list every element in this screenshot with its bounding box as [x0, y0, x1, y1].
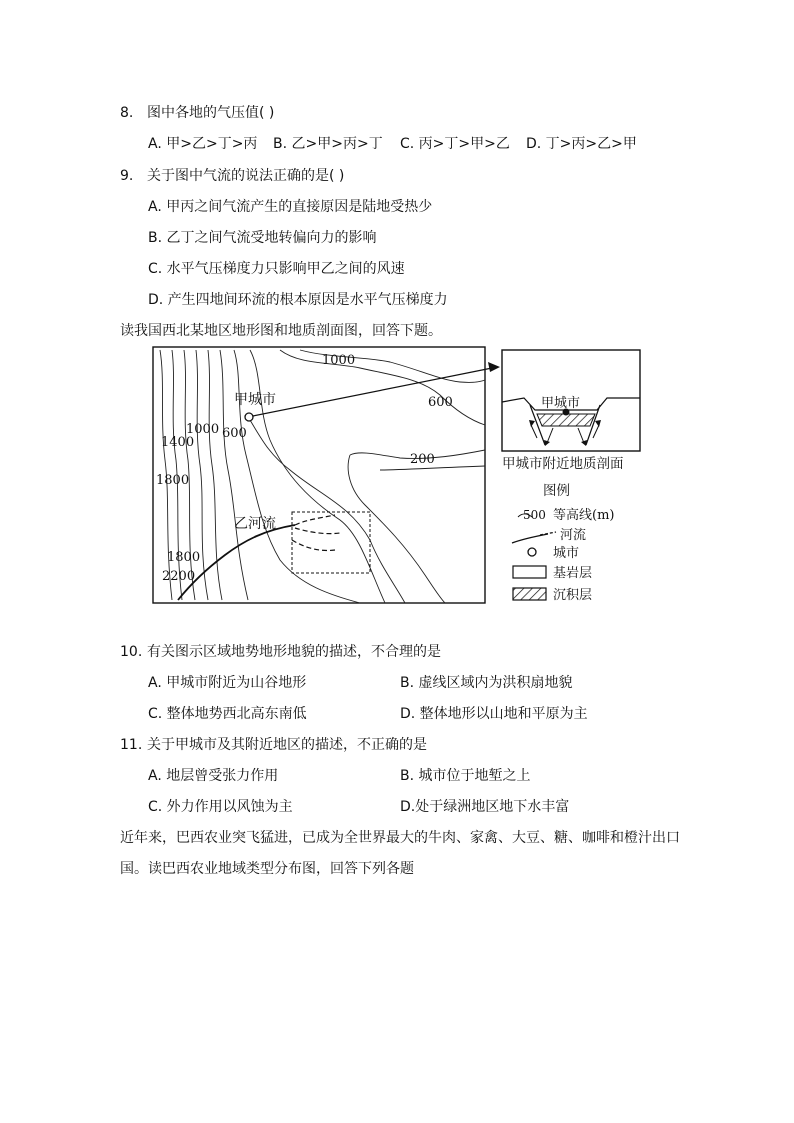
- question-8-number: 8.: [120, 105, 134, 121]
- river-label: 乙河流: [234, 516, 276, 532]
- contour-label-1000-top: 1000: [322, 353, 356, 368]
- legend-city: [528, 546, 579, 561]
- question-10-option-b: B. 虚线区域内为洪积扇地貌: [400, 675, 573, 691]
- question-11-number: 11.: [120, 737, 143, 753]
- question-9-stem: 关于图中气流的说法正确的是( ): [147, 168, 345, 184]
- svg-text:500: 500: [523, 508, 546, 522]
- question-10-stem: 有关图示区域地势地形地貌的描述，不合理的是: [147, 644, 441, 660]
- contour-label-1800-upper: 1800: [156, 473, 190, 488]
- arrow-head: [488, 362, 500, 372]
- question-9-option-d: D. 产生四地间环流的根本原因是水平气压梯度力: [148, 292, 448, 308]
- svg-text:河流: 河流: [560, 528, 587, 543]
- question-9-option-a: A. 甲丙之间气流产生的直接原因是陆地受热少: [148, 199, 433, 215]
- legend-river: [512, 527, 586, 543]
- question-9-option-c: C. 水平气压梯度力只影响甲乙之间的风速: [148, 261, 405, 277]
- question-9-option-b: B. 乙丁之间气流受地转偏向力的影响: [148, 230, 377, 246]
- question-8-option-b: B. 乙>甲>丙>丁: [273, 136, 383, 152]
- question-10-option-d: D. 整体地形以山地和平原为主: [400, 706, 588, 722]
- profile-caption: 甲城市附近地质剖面: [502, 456, 624, 472]
- svg-text:等高线(m): 等高线(m): [553, 508, 615, 523]
- intro-terrain-map: 读我国西北某地区地形图和地质剖面图，回答下题。: [120, 323, 442, 339]
- legend-contour: [518, 507, 614, 523]
- question-11-option-d: D.处于绿洲地区地下水丰富: [400, 799, 570, 815]
- question-11-stem: 关于甲城市及其附近地区的描述，不正确的是: [147, 737, 427, 753]
- contour-label-600-right: 600: [428, 395, 453, 410]
- question-11-option-b: B. 城市位于地堑之上: [400, 768, 531, 784]
- question-9-number: 9.: [120, 168, 134, 184]
- river-distributaries: [292, 515, 340, 551]
- city-marker: [245, 413, 253, 421]
- question-10-option-a: A. 甲城市附近为山谷地形: [148, 675, 307, 691]
- question-8-option-a: A. 甲>乙>丁>丙: [148, 136, 258, 152]
- question-11-option-a: A. 地层曾受张力作用: [148, 768, 279, 784]
- map-frame: [153, 347, 485, 603]
- svg-text:城市: 城市: [553, 546, 580, 561]
- question-8-option-c: C. 丙>丁>甲>乙: [400, 136, 510, 152]
- contour-label-1400: 1400: [161, 435, 195, 450]
- intro-brazil-line-1: 近年来，巴西农业突飞猛进，已成为全世界最大的牛肉、家禽、大豆、糖、咖啡和橙汁出口: [120, 830, 680, 846]
- svg-text:沉积层: 沉积层: [553, 588, 593, 603]
- contour-label-600-left: 600: [222, 426, 247, 441]
- contour-lines: [160, 350, 485, 603]
- city-label: 甲城市: [234, 392, 276, 408]
- question-8-option-d: D. 丁>丙>乙>甲: [526, 136, 637, 152]
- question-8-stem: 图中各地的气压值( ): [147, 105, 275, 121]
- svg-text:基岩层: 基岩层: [553, 566, 593, 581]
- legend-bedrock: [513, 565, 592, 581]
- contour-label-200: 200: [410, 452, 435, 467]
- question-11-option-c: C. 外力作用以风蚀为主: [148, 799, 293, 815]
- contour-label-1800-lower: 1800: [167, 550, 201, 565]
- profile-city-label: 甲城市: [541, 396, 581, 411]
- contour-label-1000-left: 1000: [186, 422, 220, 437]
- question-10-option-c: C. 整体地势西北高东南低: [148, 706, 307, 722]
- question-10-number: 10.: [120, 644, 143, 660]
- legend-title: 图例: [543, 483, 570, 499]
- contour-label-2200: 2200: [162, 569, 196, 584]
- intro-brazil-line-2: 国。读巴西农业地域类型分布图，回答下列各题: [120, 861, 414, 877]
- legend-sediment: [513, 588, 592, 603]
- sediment-layer: [537, 414, 595, 426]
